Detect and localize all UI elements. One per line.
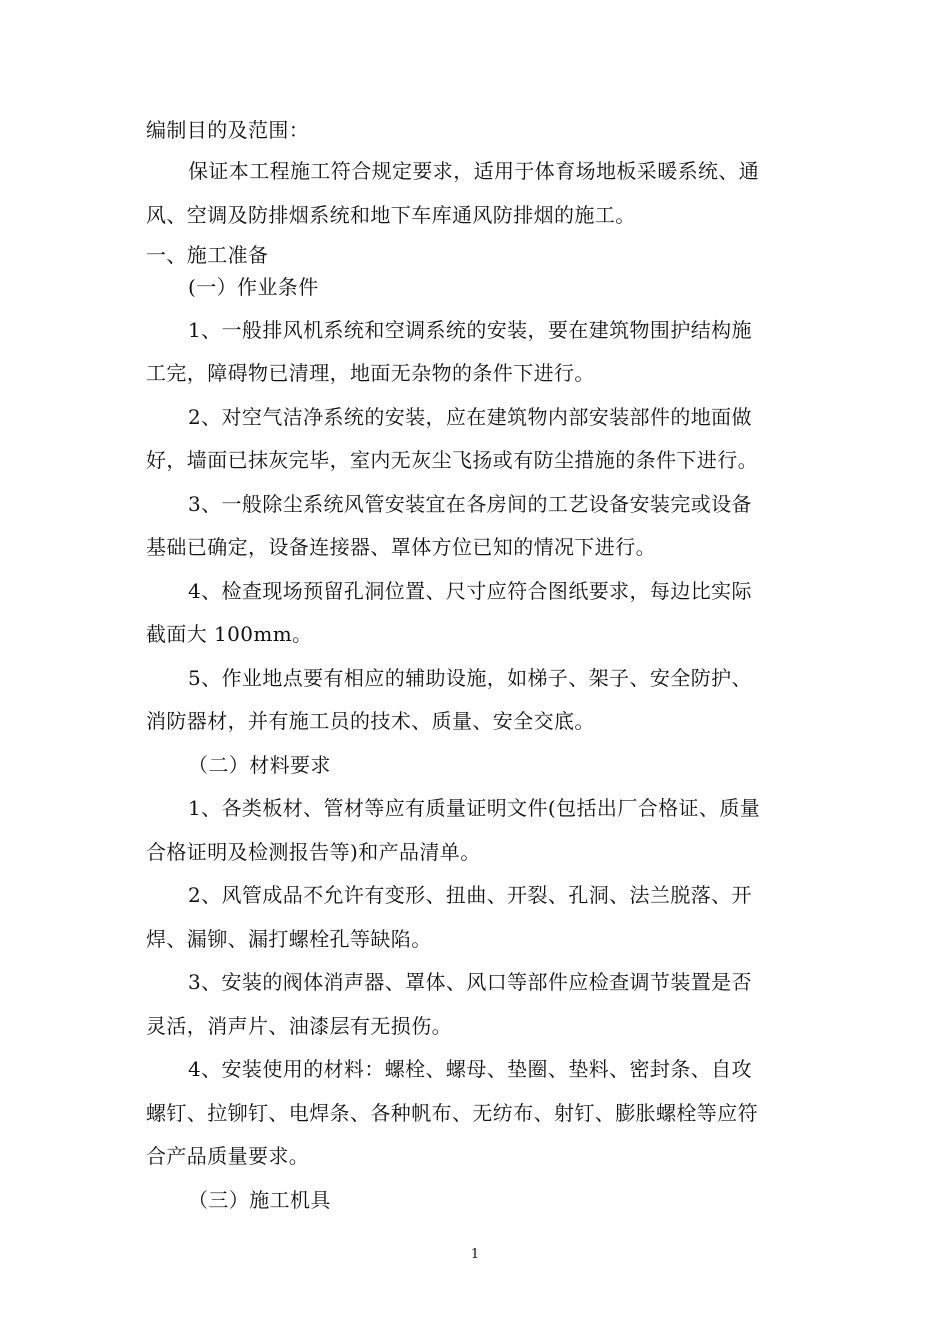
paragraph-line: 灵活，消声片、油漆层有无损伤。 <box>146 1014 452 1038</box>
paragraph-line: 工完，障碍物已清理，地面无杂物的条件下进行。 <box>146 361 595 385</box>
paragraph-line: 消防器材，并有施工员的技术、质量、安全交底。 <box>146 709 595 733</box>
paragraph-line: 4、检查现场预留孔洞位置、尺寸应符合图纸要求，每边比实际 <box>188 579 752 603</box>
paragraph-line: 截面大 100mm。 <box>146 622 313 646</box>
paragraph-line: 3、一般除尘系统风管安装宜在各房间的工艺设备安装完或设备 <box>188 492 752 516</box>
paragraph-line: 3、安装的阀体消声器、罩体、风口等部件应检查调节装置是否 <box>188 970 752 994</box>
paragraph-line: 2、风管成品不允许有变形、扭曲、开裂、孔洞、法兰脱落、开 <box>188 883 752 907</box>
paragraph-line: 合格证明及检测报告等)和产品清单。 <box>146 840 481 864</box>
paragraph-line: 1、一般排风机系统和空调系统的安装，要在建筑物围护结构施 <box>188 318 752 342</box>
doc-heading: 编制目的及范围： <box>146 118 310 142</box>
purpose-line: 保证本工程施工符合规定要求，适用于体育场地板采暖系统、通 <box>188 159 760 183</box>
paragraph-line: 5、作业地点要有相应的辅助设施，如梯子、架子、安全防护、 <box>188 666 752 690</box>
page-number: 1 <box>470 1247 480 1262</box>
paragraph-line: 合产品质量要求。 <box>146 1144 310 1168</box>
subsection-title: (一）作业条件 <box>188 275 319 299</box>
paragraph-line: 1、各类板材、管材等应有质量证明文件(包括出厂合格证、质量 <box>188 796 761 820</box>
section-title: 一、施工准备 <box>146 243 269 267</box>
paragraph-line: 螺钉、拉铆钉、电焊条、各种帆布、无纺布、射钉、膨胀螺栓等应符 <box>146 1101 758 1125</box>
purpose-line: 风、空调及防排烟系统和地下车库通风防排烟的施工。 <box>146 203 636 227</box>
paragraph-line: 基础已确定，设备连接器、罩体方位已知的情况下进行。 <box>146 535 656 559</box>
paragraph-line: 2、对空气洁净系统的安装，应在建筑物内部安装部件的地面做 <box>188 405 752 429</box>
subsection-title: （二）材料要求 <box>188 753 331 777</box>
paragraph-line: 焊、漏铆、漏打螺栓孔等缺陷。 <box>146 927 432 951</box>
paragraph-line: 4、安装使用的材料：螺栓、螺母、垫圈、垫料、密封条、自攻 <box>188 1057 752 1081</box>
subsection-title: （三）施工机具 <box>188 1188 331 1212</box>
paragraph-line: 好，墙面已抹灰完毕，室内无灰尘飞扬或有防尘措施的条件下进行。 <box>146 448 758 472</box>
